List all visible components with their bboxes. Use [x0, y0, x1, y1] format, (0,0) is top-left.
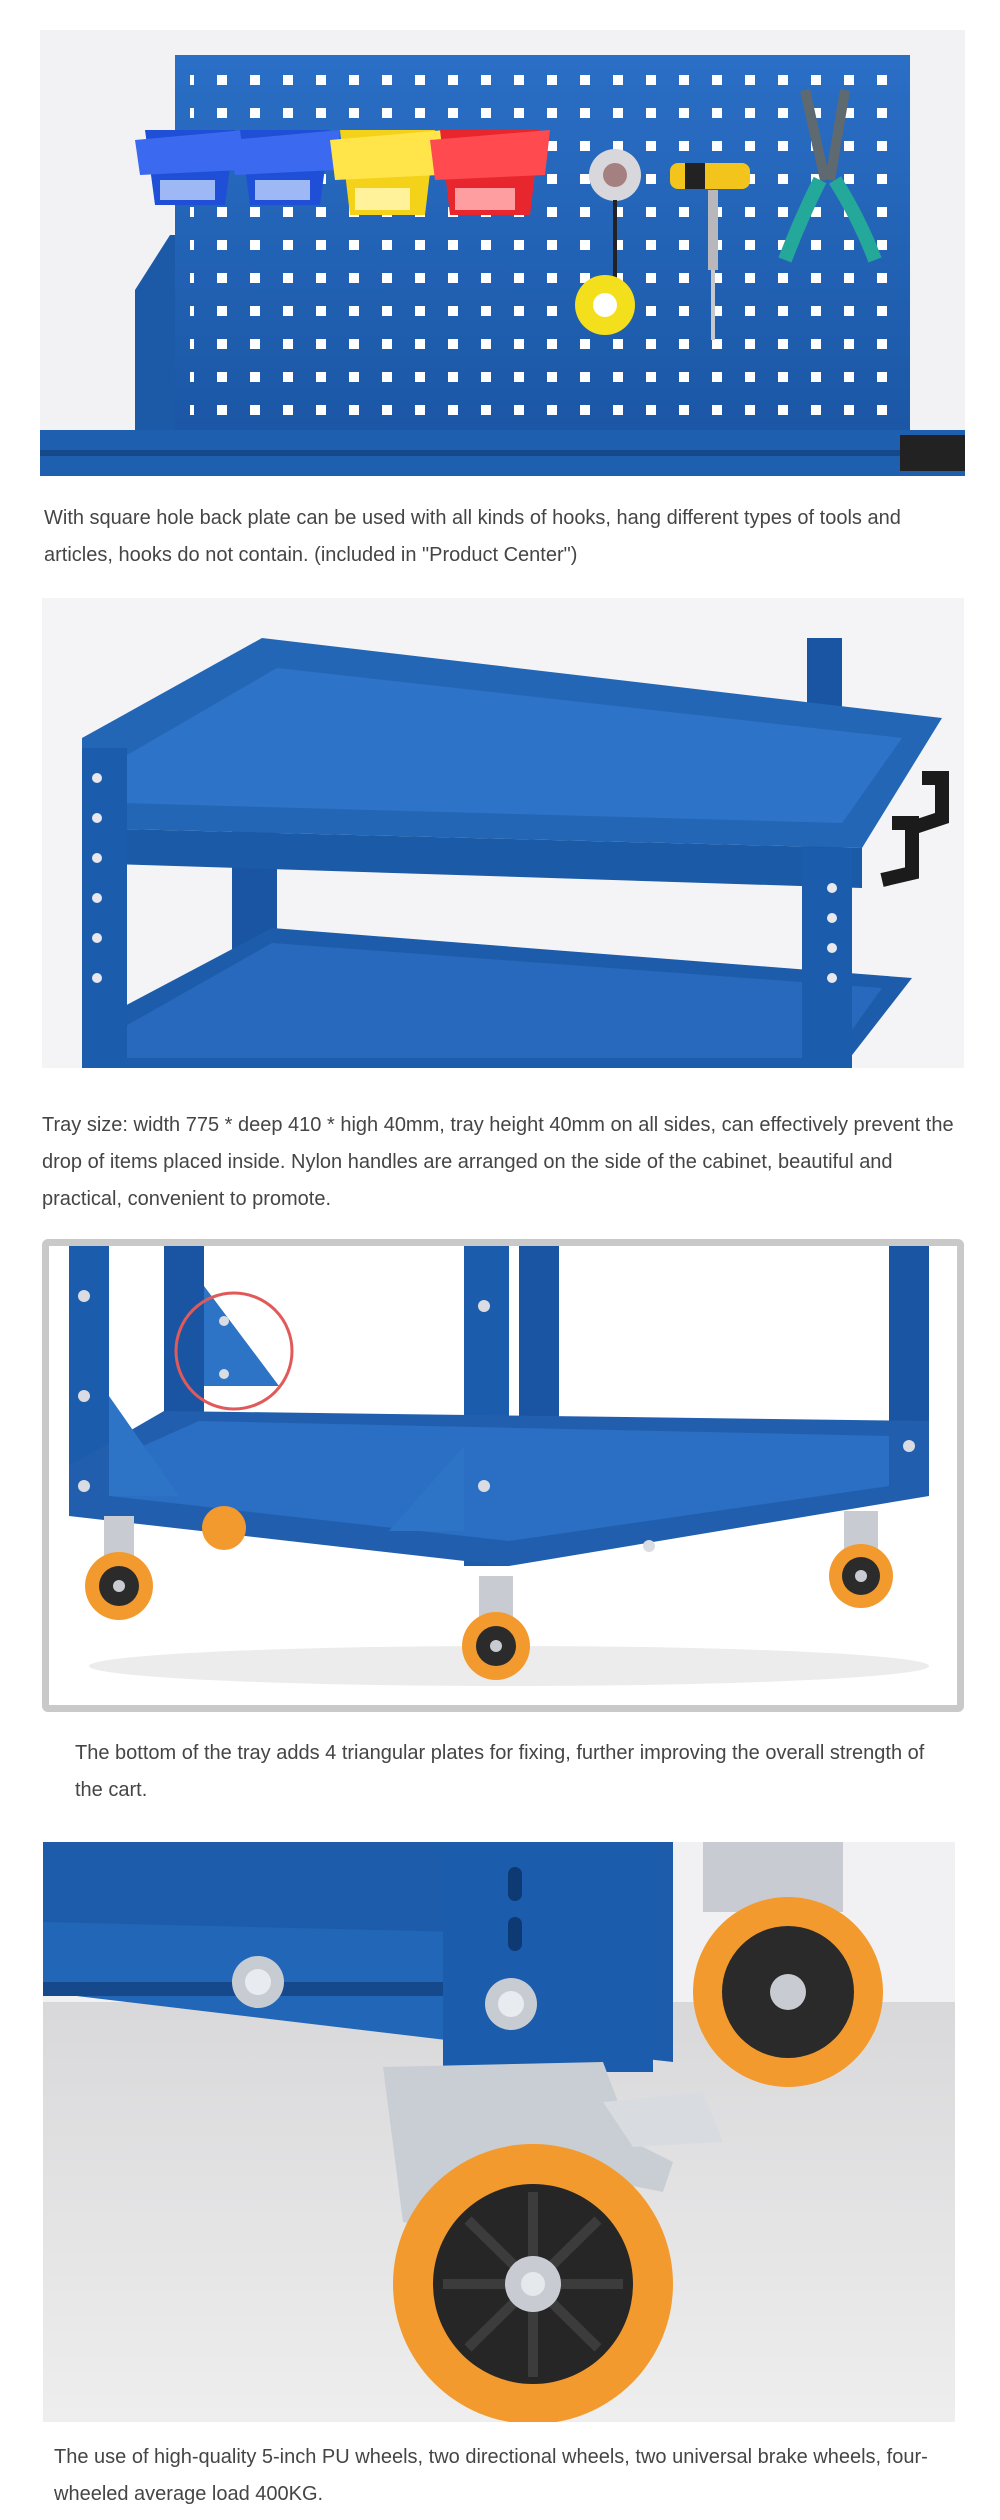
- caption-pegboard: With square hole back plate can be used with all kinds of hooks, hang different types of tools and articles, hooks do not contain. (included in "Product Center"): [44, 507, 901, 566]
- pegboard-illustration: [40, 30, 965, 476]
- hex-bolt: [232, 1956, 284, 2008]
- bottom-photo-frame: [42, 1239, 964, 1712]
- pegboard-photo: [40, 30, 965, 476]
- hex-bolt: [485, 1978, 537, 2030]
- pu-wheel-front: [393, 2144, 673, 2422]
- wheels-illustration: [43, 1842, 955, 2422]
- caption-wheels: The use of high-quality 5-inch PU wheels, two directional wheels, two universal brake wheels, four-wheeled average load 400KG.: [54, 2446, 928, 2505]
- tray-photo: [42, 598, 964, 1068]
- wheels-photo: [43, 1842, 955, 2422]
- caster-wheel: [202, 1506, 246, 1550]
- tray-illustration: [42, 598, 964, 1068]
- caption-tray: Tray size: width 775 * deep 410 * high 40mm, tray height 40mm on all sides, can effectively prevent the drop of items placed inside. Nylon handles are arranged on the side of the cabinet, beautiful and practical, convenient to promote.: [42, 1114, 954, 1210]
- bottom-illustration: [49, 1246, 957, 1705]
- caption-triangular-plates: The bottom of the tray adds 4 triangular plates for fixing, further improving the overall strength of the cart.: [75, 1742, 925, 1801]
